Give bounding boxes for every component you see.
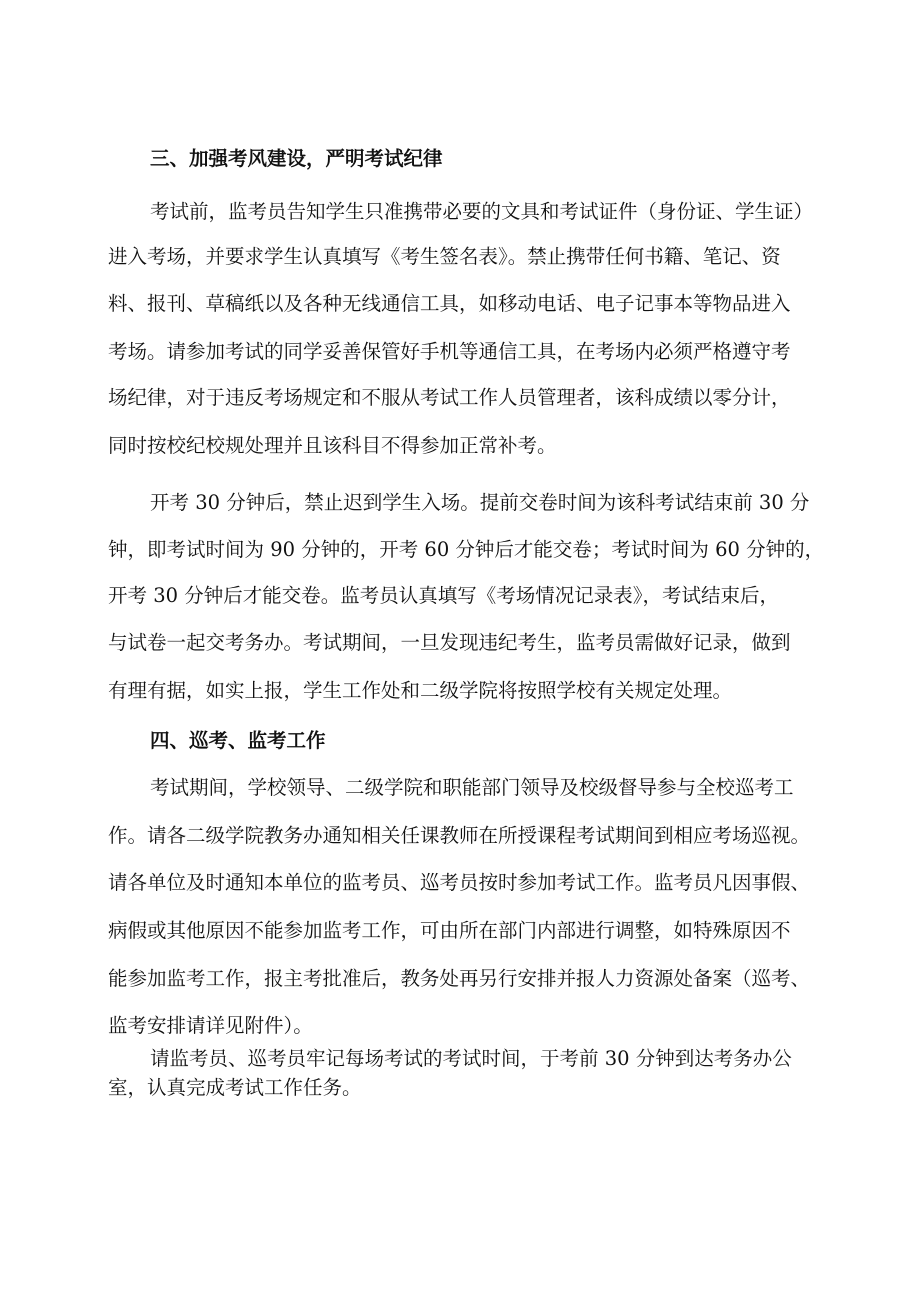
section-3-paragraph-2-line-1: 开考 30 分钟后，禁止迟到学生入场。提前交卷时间为该科考试结束前 30 分 <box>150 491 810 514</box>
section-3-paragraph-1-line-4: 考场。请参加考试的同学妥善保管好手机等通信工具，在考场内必须严格遵守考 <box>108 340 791 363</box>
section-4-paragraph-2-line-2: 室，认真完成考试工作任务。 <box>108 1076 362 1099</box>
section-3-heading: 三、加强考风建设，严明考试纪律 <box>150 147 443 170</box>
section-4-paragraph-2-line-1: 请监考员、巡考员牢记每场考试的考试时间，于考前 30 分钟到达考务办公 <box>150 1047 792 1070</box>
section-4-paragraph-1-line-2: 作。请各二级学院教务办通知相关任课教师在所授课程考试期间到相应考场巡视。 <box>108 824 811 847</box>
section-3-paragraph-1-line-2: 进入考场，并要求学生认真填写《考生签名表》。禁止携带任何书籍、笔记、资 <box>108 245 781 268</box>
section-4-paragraph-1-line-5: 能参加监考工作，报主考批准后，教务处再另行安排并报人力资源处备案（巡考、 <box>108 967 811 990</box>
section-3-paragraph-2-line-4: 与试卷一起交考务办。考试期间，一旦发现违纪考生，监考员需做好记录，做到 <box>108 631 791 654</box>
section-4-paragraph-1-line-3: 请各单位及时通知本单位的监考员、巡考员按时参加考试工作。监考员凡因事假、 <box>108 871 811 894</box>
section-3-paragraph-1-line-3: 料、报刊、草稿纸以及各种无线通信工具，如移动电话、电子记事本等物品进入 <box>108 292 791 315</box>
section-4-paragraph-1-line-4: 病假或其他原因不能参加监考工作，可由所在部门内部进行调整，如特殊原因不 <box>108 919 791 942</box>
section-3-paragraph-1-line-1: 考试前，监考员告知学生只准携带必要的文具和考试证件（身份证、学生证） <box>150 200 814 223</box>
section-3-paragraph-2-line-5: 有理有据，如实上报，学生工作处和二级学院将按照学校有关规定处理。 <box>108 679 733 702</box>
section-3-paragraph-1-line-5: 场纪律，对于违反考场规定和不服从考试工作人员管理者，该科成绩以零分计， <box>108 386 791 409</box>
section-4-heading: 四、巡考、监考工作 <box>150 729 326 752</box>
section-3-paragraph-2-line-2: 钟，即考试时间为 90 分钟的，开考 60 分钟后才能交卷；考试时间为 60 分钟的， <box>108 538 825 561</box>
section-3-paragraph-2-line-3: 开考 30 分钟后才能交卷。监考员认真填写《考场情况记录表》，考试结束后， <box>108 584 779 607</box>
section-3-paragraph-1-line-6: 同时按校纪校规处理并且该科目不得参加正常补考。 <box>108 434 557 457</box>
section-4-paragraph-1-line-6: 监考安排请详见附件）。 <box>108 1014 313 1037</box>
section-4-paragraph-1-line-1: 考试期间，学校领导、二级学院和职能部门领导及校级督导参与全校巡考工 <box>150 776 794 799</box>
